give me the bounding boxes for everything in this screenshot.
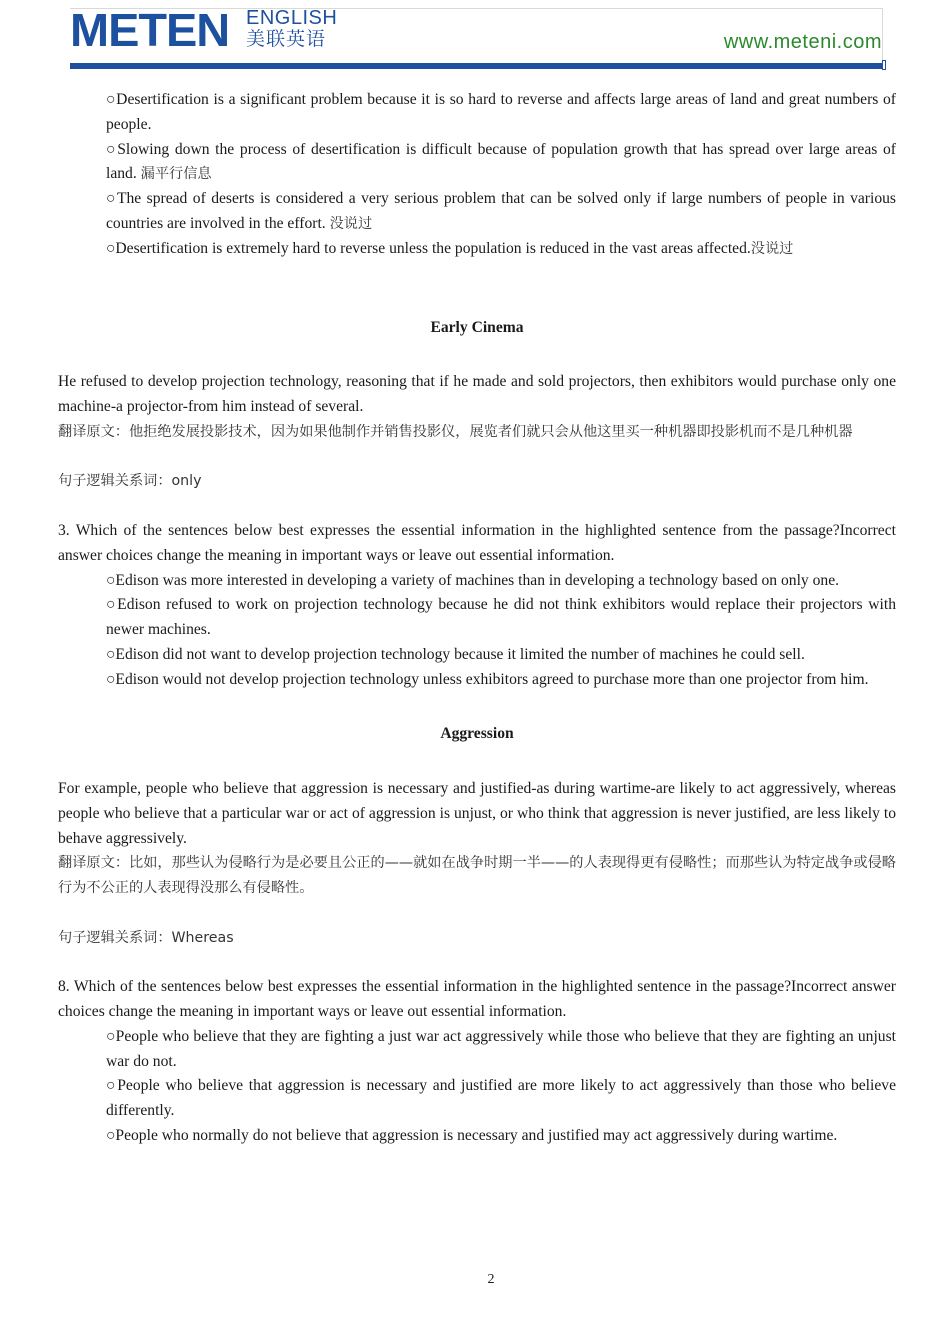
question-text: 3. Which of the sentences below best expresses the essential information in the highlighted sentence from the passage?Incorrect answer choices change the meaning in important ways or leave out essential information. — [58, 521, 896, 564]
translation: 翻译原文：他拒绝发展投影技术，因为如果他制作并销售投影仪，展览者们就只会从他这里买一种机器即投影机而不是几种机器 — [58, 423, 853, 440]
page-number: 2 — [487, 1272, 495, 1287]
answer-option: ○Edison did not want to develop projection technology because it limited the number of machines he could sell. — [106, 645, 805, 663]
logo-chinese-text: 美联英语 — [246, 28, 327, 50]
answer-option: ○The spread of deserts is considered a very serious problem that can be solved only if large numbers of people in various countries are involved in the effort. 没说过 — [106, 190, 896, 232]
header-bar-end — [882, 60, 886, 70]
translation: 翻译原文：比如，那些认为侵略行为是必要且公正的——就如在战争时期一半——的人表现得更有侵略性；而那些认为特定战争或侵略行为不公正的人表现得没那么有侵略性。 — [58, 855, 896, 897]
answer-option: ○People who normally do not believe that aggression is necessary and justified may act aggressively during wartime. — [106, 1127, 838, 1145]
answer-option: ○Edison would not develop projection technology unless exhibitors agreed to purchase more than one projector from him. — [106, 670, 869, 688]
page-header — [70, 4, 886, 70]
answer-option: ○Desertification is extremely hard to reverse unless the population is reduced in the vast areas affected.没说过 — [106, 239, 794, 257]
document-body — [58, 88, 896, 1149]
highlighted-sentence: For example, people who believe that aggression is necessary and justified-as during wartime-are likely to act aggressively, whereas people who believe that a particular war or act of aggression is unjust, or who think that aggression is never justified, are less likely to behave aggressively. — [58, 779, 896, 847]
answer-option: ○Desertification is a significant problem because it is so hard to reverse and affects large areas of land and great numbers of people. — [106, 91, 896, 133]
logic-keyword: 句子逻辑关系词：Whereas — [58, 929, 234, 946]
highlighted-sentence: He refused to develop projection technology, reasoning that if he made and sold projectors, then exhibitors would purchase only one machine-a projector-from him instead of several. — [58, 373, 896, 415]
question-text: 8. Which of the sentences below best expresses the essential information in the highlighted sentence in the passage?Incorrect answer choices change the meaning in important ways or leave out essential information. — [58, 978, 896, 1021]
option-note: 没说过 — [750, 240, 794, 257]
section-title: Early Cinema — [430, 318, 524, 336]
section-title: Aggression — [440, 725, 514, 743]
logic-keyword: 句子逻辑关系词：only — [58, 473, 202, 490]
meten-logo: METEN — [70, 4, 230, 56]
logo-english-text: ENGLISH — [246, 7, 338, 29]
answer-option: ○Edison was more interested in developing a variety of machines than in developing a technology based on only one. — [106, 571, 840, 589]
website-url: www.meteni.com — [723, 31, 882, 53]
option-note: 漏平行信息 — [140, 166, 212, 183]
answer-option: ○Slowing down the process of desertification is difficult because of population growth that has spread over large areas of land. 漏平行信息 — [106, 140, 896, 183]
answer-option: ○People who believe that aggression is necessary and justified are more likely to act aggressively than those who believe differently. — [106, 1077, 896, 1120]
answer-option: ○People who believe that they are fighting a just war act aggressively while those who believe that they are fighting an unjust war do not. — [106, 1027, 896, 1070]
desertification-options — [58, 88, 896, 262]
answer-option: ○Edison refused to work on projection technology because he did not think exhibitors would replace their projectors with newer machines. — [106, 596, 896, 639]
option-note: 没说过 — [329, 215, 373, 232]
header-divider-bar — [70, 63, 886, 69]
